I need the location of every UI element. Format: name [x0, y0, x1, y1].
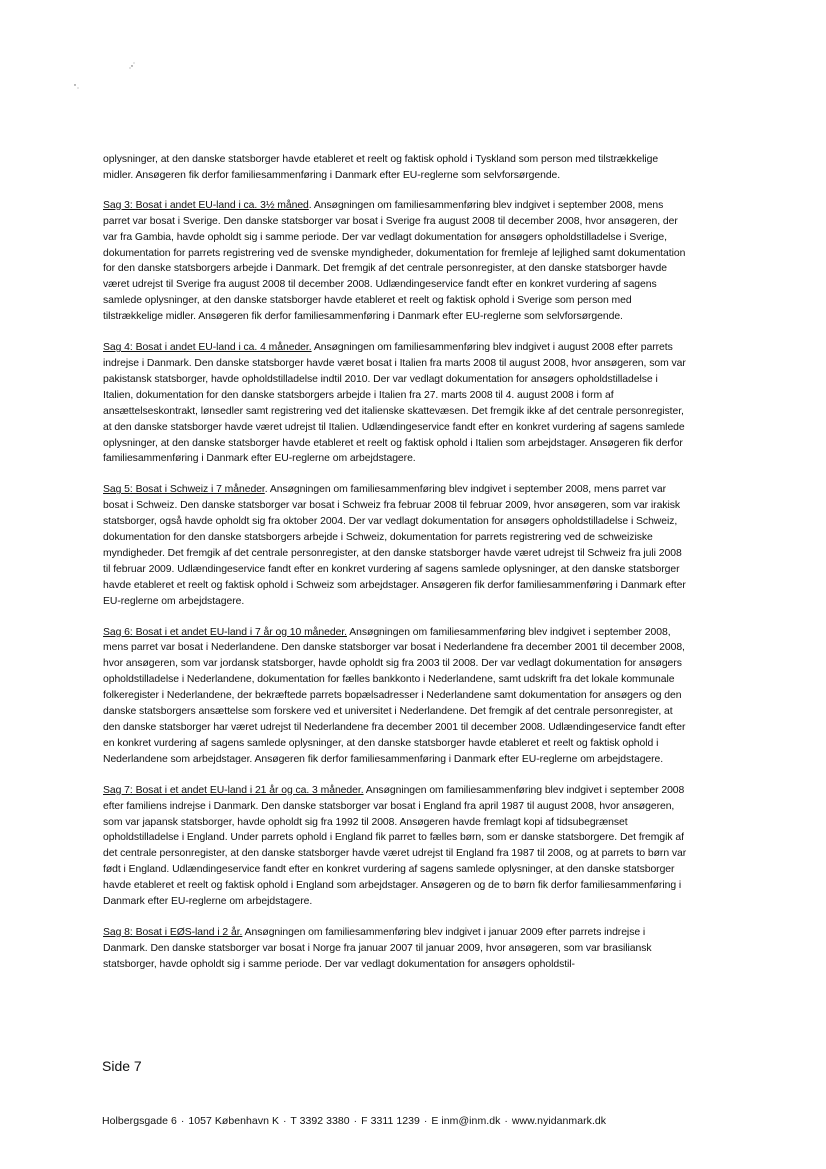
case-3-heading: Sag 3: Bosat i andet EU-land i ca. 3½ måned: [103, 199, 309, 211]
case-5-body: . Ansøgningen om familiesammenføring blev indgivet i september 2008, mens parret var bosat i Schweiz. Den danske statsborger var bosat i Schweiz fra februar 2008 til februar 2009, hvor ansøgeren, som var irakisk statsborger, også havde opholdt sig fra oktober 2004. Der var vedlagt dokumentation for ansøgers opholdstilladelse i Schweiz, dokumentation for den danske statsborgers arbejde i Schweiz, dokumentation for parrets registrering ved de schweiziske myndigheder. Det fremgik af det centrale personregister, at den danske statsborger havde været udrejst til Schweiz fra juli 2008 til februar 2009. Udlændingeservice fandt efter en konkret vurdering af sagens samlede oplysninger, at den danske statsborger havde etableret et reelt og faktisk ophold i Schweiz som arbejdstager. Ansøgeren fik derfor familiesammenføring i Danmark efter EU-reglerne om arbejdstagere.: [103, 484, 686, 607]
case-5-heading: Sag 5: Bosat i Schweiz i 7 måneder: [103, 484, 265, 496]
footer-email: E inm@inm.dk: [431, 1115, 501, 1127]
footer-city: 1057 København K: [188, 1115, 280, 1127]
intro-paragraph: oplysninger, at den danske statsborger havde etableret et reelt og faktisk ophold i Tyskland som person med tilstrækkelige midler. Ansøgeren fik derfor familiesammenføring i Danmark efter EU-reglerne som selvforsørgende.: [103, 154, 659, 181]
footer-separator: ·: [353, 1115, 358, 1127]
footer-separator: ·: [423, 1115, 428, 1127]
case-4-paragraph: [103, 340, 687, 467]
case-6-body: Ansøgningen om familiesammenføring blev indgivet i september 2008, mens parret var bosat i Nederlandene. Den danske statsborger var bosat i Nederlandene fra december 2001 til december 2008, hvor ansøgeren, som var jordansk statsborger, havde opholdt sig fra 2003 til 2008. Der var vedlagt dokumentation for ansøgers opholdstilladelse i Nederlandene, dokumentation for fælles bankkonto i Nederlandene, samt udskrift fra det lokale kommunale folkeregister i Nederlandene, der bekræftede parrets bopælsadresser i Nederlandene samt dokumentation for ansøgers og den danske statsborgers ansættelse som forskere ved et universitet i Nederlandene. Det fremgik af det centrale personregister, at den danske statsborger har været udrejst til Nederlandene fra december 2001 til december 2008. Udlændingeservice fandt efter en konkret vurdering af sagens samlede oplysninger, at den danske statsborger havde etableret et reelt og faktisk ophold i Nederlandene som arbejdstager. Ansøgeren fik derfor familiesammenføring i Danmark efter EU-reglerne om arbejdstagere.: [103, 626, 686, 765]
footer-separator: ·: [283, 1115, 287, 1127]
footer-fax: F 3311 1239: [361, 1115, 420, 1127]
case-8-heading: Sag 8: Bosat i EØS-land i 2 år.: [103, 926, 243, 938]
case-7-paragraph: [103, 783, 687, 910]
footer-phone: T 3392 3380: [290, 1115, 350, 1127]
footer-separator: ·: [180, 1115, 185, 1127]
case-8-paragraph: [103, 925, 687, 973]
footer-address: Holbergsgade 6: [102, 1115, 177, 1127]
case-7-heading: Sag 7: Bosat i et andet EU-land i 21 år og ca. 3 måneder.: [103, 784, 364, 796]
page-number: Side 7: [102, 1058, 142, 1074]
case-4-body: Ansøgningen om familiesammenføring blev indgivet i august 2008 efter parrets indrejse i Danmark. Den danske statsborger havde været bosat i Italien fra marts 2008 til august 2008, hvor ansøgeren, som var pakistansk statsborger, havde opholdstilladelse indtil 2010. Der var vedlagt dokumentation for ansøgers opholdstilladelse i Italien, dokumentation for den danske statsborgers arbejde i Italien fra 27. marts 2008 til 4. august 2008 i form af ansættelseskontrakt, lønsedler samt registrering ved det italienske skattevæsen. Det fremgik ikke af det centrale personregister, at den danske statsborger havde været udrejst til Italien. Udlændingeservice fandt efter en konkret vurdering af sagens samlede oplysninger, at den danske statsborger havde etableret et reelt og faktisk ophold i Italien som arbejdstager. Ansøgeren fik derfor familiesammenføring i Danmark efter EU-reglerne om arbejdstagere.: [103, 342, 686, 465]
case-3-body: . Ansøgningen om familiesammenføring blev indgivet i september 2008, mens parret var bosat i Sverige. Den danske statsborger var bosat i Sverige fra august 2008 til december 2008, hvor ansøgeren, der var fra Gambia, havde opholdt sig i samme periode. Der var vedlagt dokumentation for ansøgers opholdstilladelse i Sverige, dokumentation for parrets registrering ved de svenske myndigheder, dokumentation for fremleje af lejlighed samt dokumentation for den danske statsborgers arbejde i Danmark. Det fremgik af det centrale personregister, at den danske statsborger havde været udrejst til Sverige fra august 2008 til december 2008. Udlændingeservice fandt efter en konkret vurdering af sagens samlede oplysninger, at den danske statsborger havde etableret et reelt og faktisk ophold i Sverige som person med tilstrækkelige midler. Ansøgeren fik derfor familiesammenføring i Danmark efter EU-reglerne som selvforsørgende.: [103, 199, 686, 323]
footer-separator: ·: [504, 1115, 508, 1127]
case-6-paragraph: [103, 625, 687, 768]
case-7-body: Ansøgningen om familiesammenføring blev indgivet i september 2008 efter familiens indrejse i Danmark. Den danske statsborger var bosat i England fra april 1987 til august 2008, hvor ansøgeren, som var japansk statsborger, havde opholdt sig fra 1992 til 2008. Ansøgeren havde fremlagt kopi af tidsubegrænset opholdstilladelse i England. Under parrets ophold i England fik parret to fælles børn, som er danske statsborgere. Det fremgik af det centrale personregister, at den danske statsborger havde været udrejst til England fra 1987 til 2008, og at parrets to børn var født i England. Udlændingeservice fandt efter en konkret vurdering af sagens samlede oplysninger, at den danske statsborger havde etableret et reelt og faktisk ophold i England som arbejdstager. Ansøgeren og de to børn fik derfor familiesammenføring i Danmark efter EU-reglerne om arbejdstagere.: [103, 784, 687, 908]
document-body: [103, 152, 687, 988]
footer-web: www.nyidanmark.dk: [511, 1115, 607, 1127]
case-5-paragraph: [103, 482, 687, 609]
case-6-heading: Sag 6: Bosat i et andet EU-land i 7 år og 10 måneder.: [103, 626, 347, 638]
case-4-heading: Sag 4: Bosat i andet EU-land i ca. 4 måneder.: [103, 342, 312, 354]
case-8-body: Ansøgningen om familiesammenføring blev indgivet i januar 2009 efter parrets indrejse i Danmark. Den danske statsborger var bosat i Norge fra januar 2007 til januar 2009, hvor ansøgeren, som var brasiliansk statsborger, havde opholdt sig i samme periode. Der var vedlagt dokumentation for ansøgers opholdstil-: [103, 926, 652, 970]
footer: [102, 1115, 606, 1127]
scan-specks: [70, 58, 150, 98]
case-3-paragraph: [103, 198, 687, 325]
